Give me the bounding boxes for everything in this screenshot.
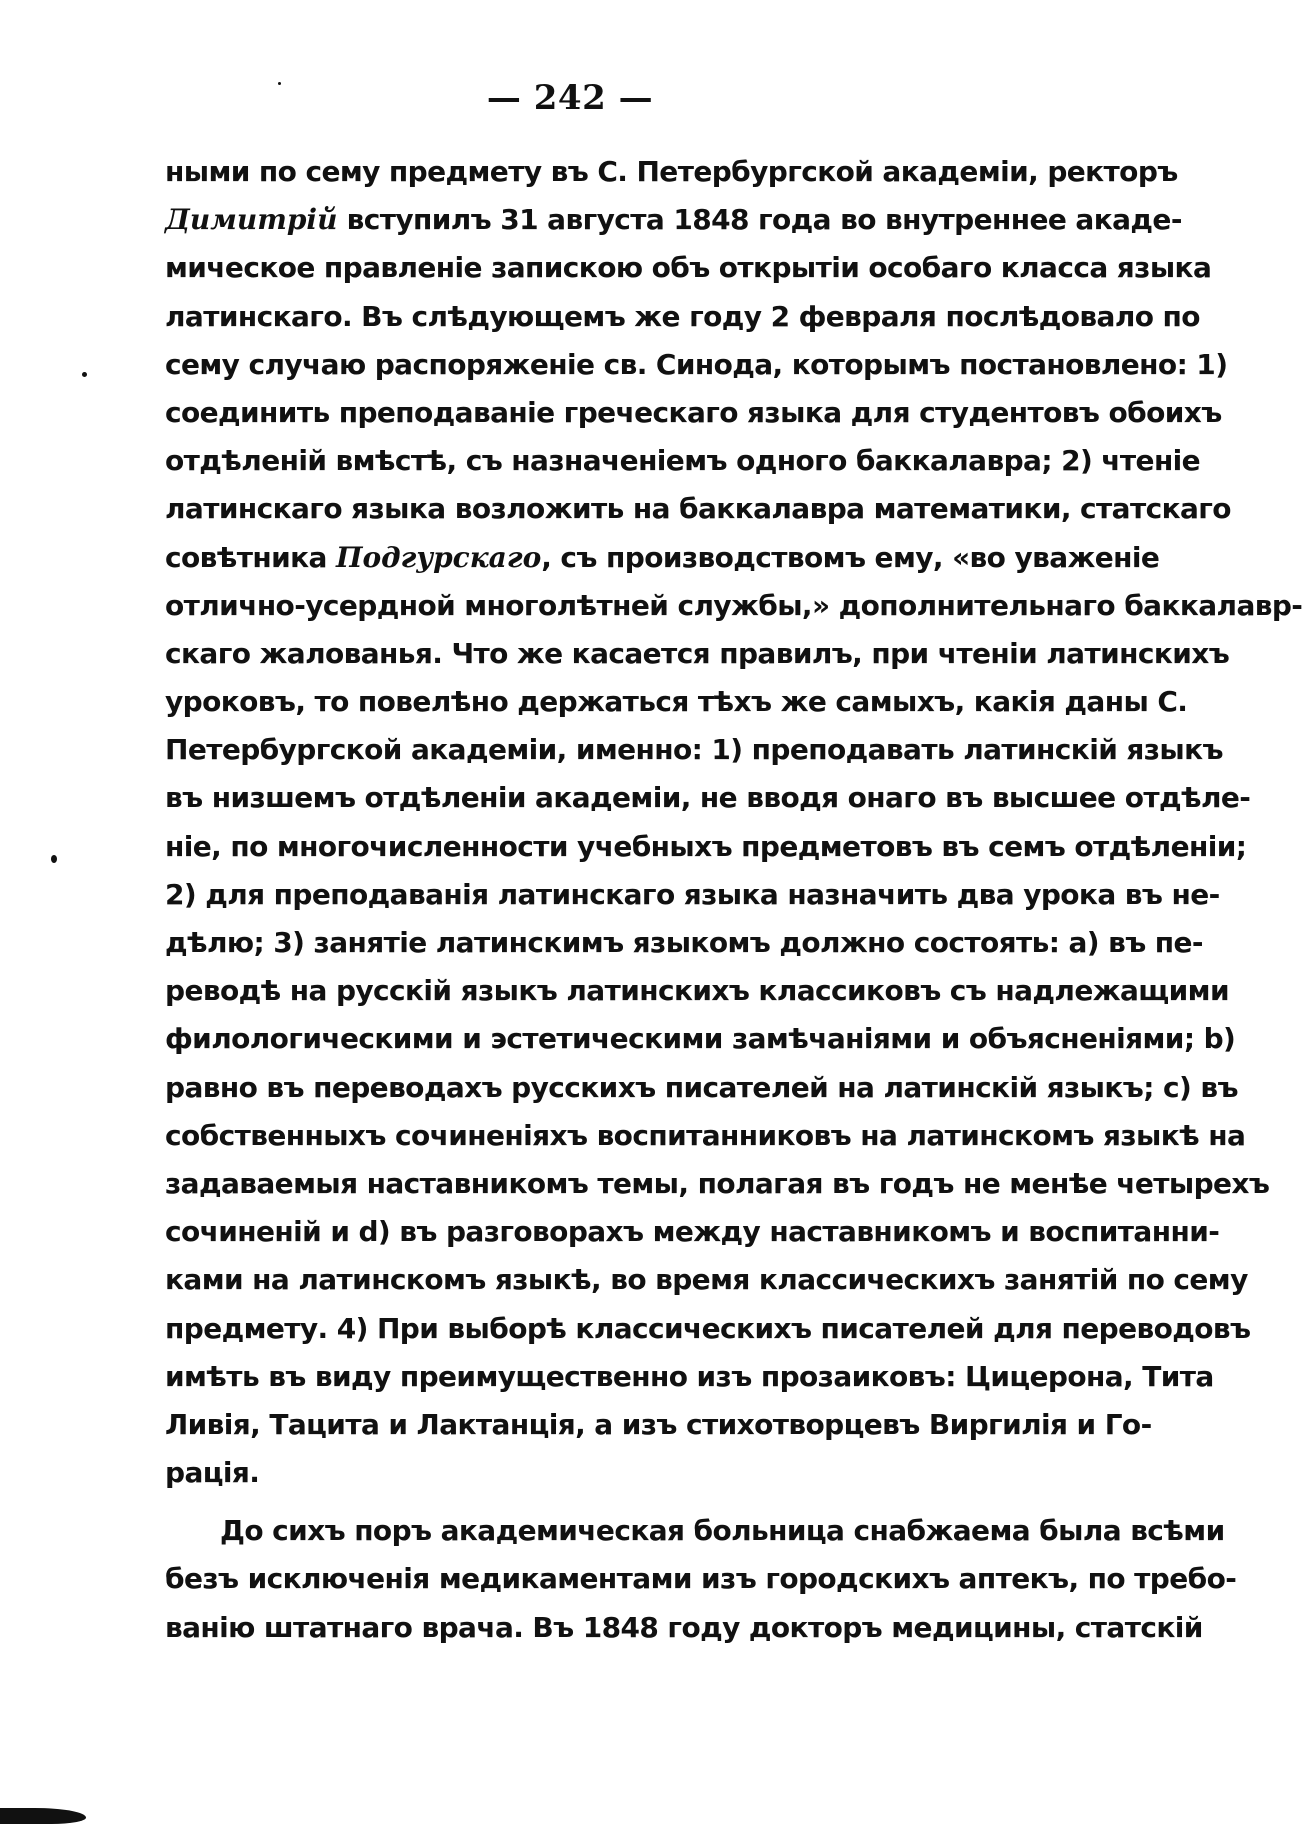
text-line: соединить преподаваніе греческаго языка для студентовъ обоихъ (165, 395, 1222, 429)
text-line: собственныхъ сочиненіяхъ воспитанниковъ на латинскомъ языкѣ на (165, 1118, 1246, 1152)
text-span: вступилъ 31 августа 1848 года во внутреннее акаде- (337, 203, 1182, 237)
text-span: совѣтника (165, 540, 336, 574)
text-line: латинскаго языка возложить на баккалавра математики, статскаго (165, 492, 1231, 526)
text-span: , съ производствомъ ему, «во уваженіе (541, 540, 1160, 574)
text-line: отлично-усердной многолѣтней службы,» дополнительнаго баккалавр- (165, 588, 1302, 622)
text-line: задаваемыя наставникомъ темы, полагая въ годъ не менѣе четырехъ (165, 1166, 1270, 1200)
text-line: рація. (165, 1456, 260, 1490)
ink-speck (51, 855, 57, 863)
text-line: ными по сему предмету въ С. Петербургской академіи, ректоръ (165, 155, 1178, 188)
text-line: уроковъ, то повелѣно держаться тѣхъ же самыхъ, какія даны С. (165, 685, 1188, 719)
text-line: 2) для преподаванія латинскаго языка назначить два урока въ не- (165, 877, 1220, 911)
text-line: филологическими и эстетическими замѣчаніями и объясненіями; b) (165, 1022, 1236, 1056)
text-line: Ливія, Тацита и Лактанція, а изъ стихотворцевъ Виргилія и Го- (165, 1407, 1152, 1441)
text-line: реводѣ на русскій языкъ латинскихъ классиковъ съ надлежащими (165, 974, 1229, 1008)
text-line: предмету. 4) При выборѣ классическихъ писателей для переводовъ (165, 1311, 1251, 1345)
text-line (165, 196, 1182, 244)
text-line: сему случаю распоряженіе св. Синода, которымъ постановлено: 1) (165, 347, 1228, 381)
text-line: ванію штатнаго врача. Въ 1848 году докторъ медицины, статскій (165, 1610, 1203, 1644)
page-number: — 242 — (486, 78, 654, 118)
text-line: въ низшемъ отдѣленіи академіи, не вводя онаго въ высшее отдѣле- (165, 781, 1251, 815)
text-line: ками на латинскомъ языкѣ, во время классическихъ занятій по сему (165, 1263, 1248, 1297)
text-line (165, 534, 1160, 582)
text-line: До сихъ поръ академическая больница снабжаема была всѣми (220, 1514, 1225, 1548)
text-line: Петербургской академіи, именно: 1) преподавать латинскій языкъ (165, 733, 1223, 767)
text-line: латинскаго. Въ слѣдующемъ же году 2 февраля послѣдовало по (165, 299, 1200, 333)
text-line: дѣлю; 3) занятіе латинскимъ языкомъ должно состоять: а) въ пе- (165, 926, 1203, 959)
text-line: ніе, по многочисленности учебныхъ предметовъ въ семъ отдѣленіи; (165, 829, 1247, 863)
ink-speck (278, 82, 281, 85)
italic-name: Подгурскаго (336, 540, 542, 574)
italic-name: Димитрій (165, 203, 338, 237)
body-text (165, 148, 1302, 1652)
text-line: мическое правленіе запискою объ открытіи особаго класса языка (165, 251, 1212, 285)
text-line: имѣть въ виду преимущественно изъ прозаиковъ: Цицерона, Тита (165, 1359, 1214, 1393)
text-line: скаго жалованья. Что же касается правилъ, при чтеніи латинскихъ (165, 636, 1230, 670)
text-line: безъ исключенія медикаментами изъ городскихъ аптекъ, по требо- (165, 1562, 1237, 1596)
ink-speck (82, 372, 87, 377)
ink-smudge (0, 1808, 86, 1824)
text-line: равно въ переводахъ русскихъ писателей на латинскій языкъ; с) въ (165, 1070, 1238, 1104)
text-line: сочиненій и d) въ разговорахъ между наставникомъ и воспитанни- (165, 1215, 1220, 1249)
text-line: отдѣленій вмѣстѣ, съ назначеніемъ одного баккалавра; 2) чтеніе (165, 444, 1201, 478)
